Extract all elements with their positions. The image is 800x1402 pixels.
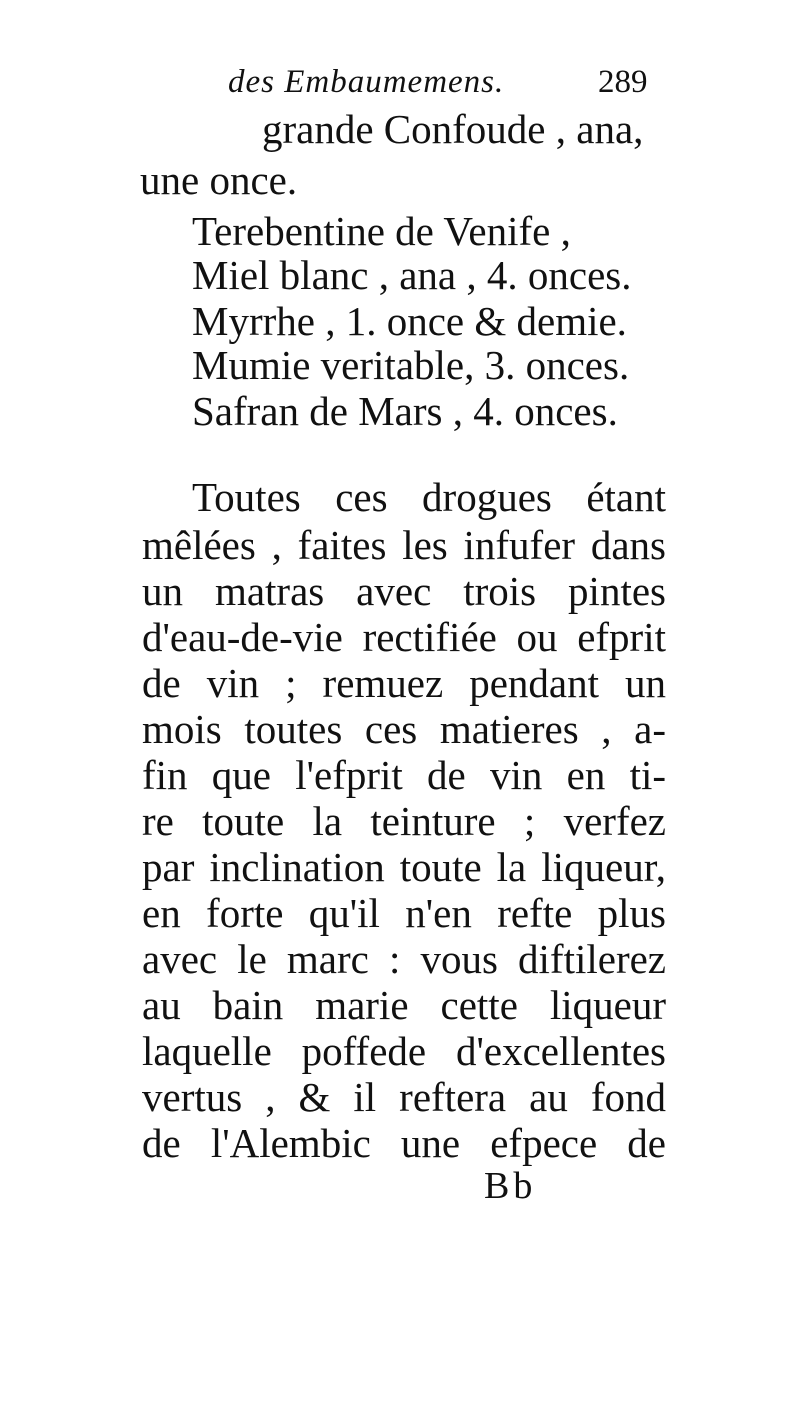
paragraph-line: re toute la teinture ; verfez (142, 798, 666, 844)
paragraph-line: Toutes ces drogues étant (192, 474, 666, 520)
paragraph-line: mois toutes ces matieres , a- (142, 706, 666, 752)
signature-mark: Bb (484, 1165, 537, 1207)
paragraph-line: de vin ; remuez pendant un (142, 660, 666, 706)
recipe-line: Myrrhe , 1. once & demie. (192, 298, 627, 344)
paragraph-line: vertus , & il reftera au fond (142, 1074, 666, 1120)
running-head (0, 60, 800, 110)
paragraph-line: par inclination toute la liqueur, (142, 844, 666, 890)
paragraph-line: d'eau-de-vie rectifiée ou efprit (142, 614, 666, 660)
recipe-line: Miel blanc , ana , 4. onces. (192, 252, 632, 298)
paragraph-line: de l'Alembic une efpece de (142, 1120, 666, 1166)
paragraph-line: mêlées , faites les infufer dans (142, 522, 666, 568)
recipe-line: Terebentine de Venife , (192, 208, 571, 254)
paragraph-line: avec le marc : vous diftilerez (142, 936, 666, 982)
paragraph-line: laquelle poffede d'excellentes (142, 1028, 666, 1074)
recipe-line: Safran de Mars , 4. onces. (192, 388, 618, 434)
recipe-line: une once. (140, 157, 298, 203)
paragraph-line: fin que l'efprit de vin en ti- (142, 752, 666, 798)
paragraph-line: au bain marie cette liqueur (142, 982, 666, 1028)
paragraph-line: un matras avec trois pintes (142, 568, 666, 614)
recipe-line: grande Confoude , ana, (262, 106, 644, 152)
paragraph-line: en forte qu'il n'en refte plus (142, 890, 666, 936)
recipe-line: Mumie veritable, 3. onces. (192, 342, 630, 388)
page-number: 289 (598, 64, 648, 100)
running-title: des Embaumemens. (228, 64, 505, 100)
